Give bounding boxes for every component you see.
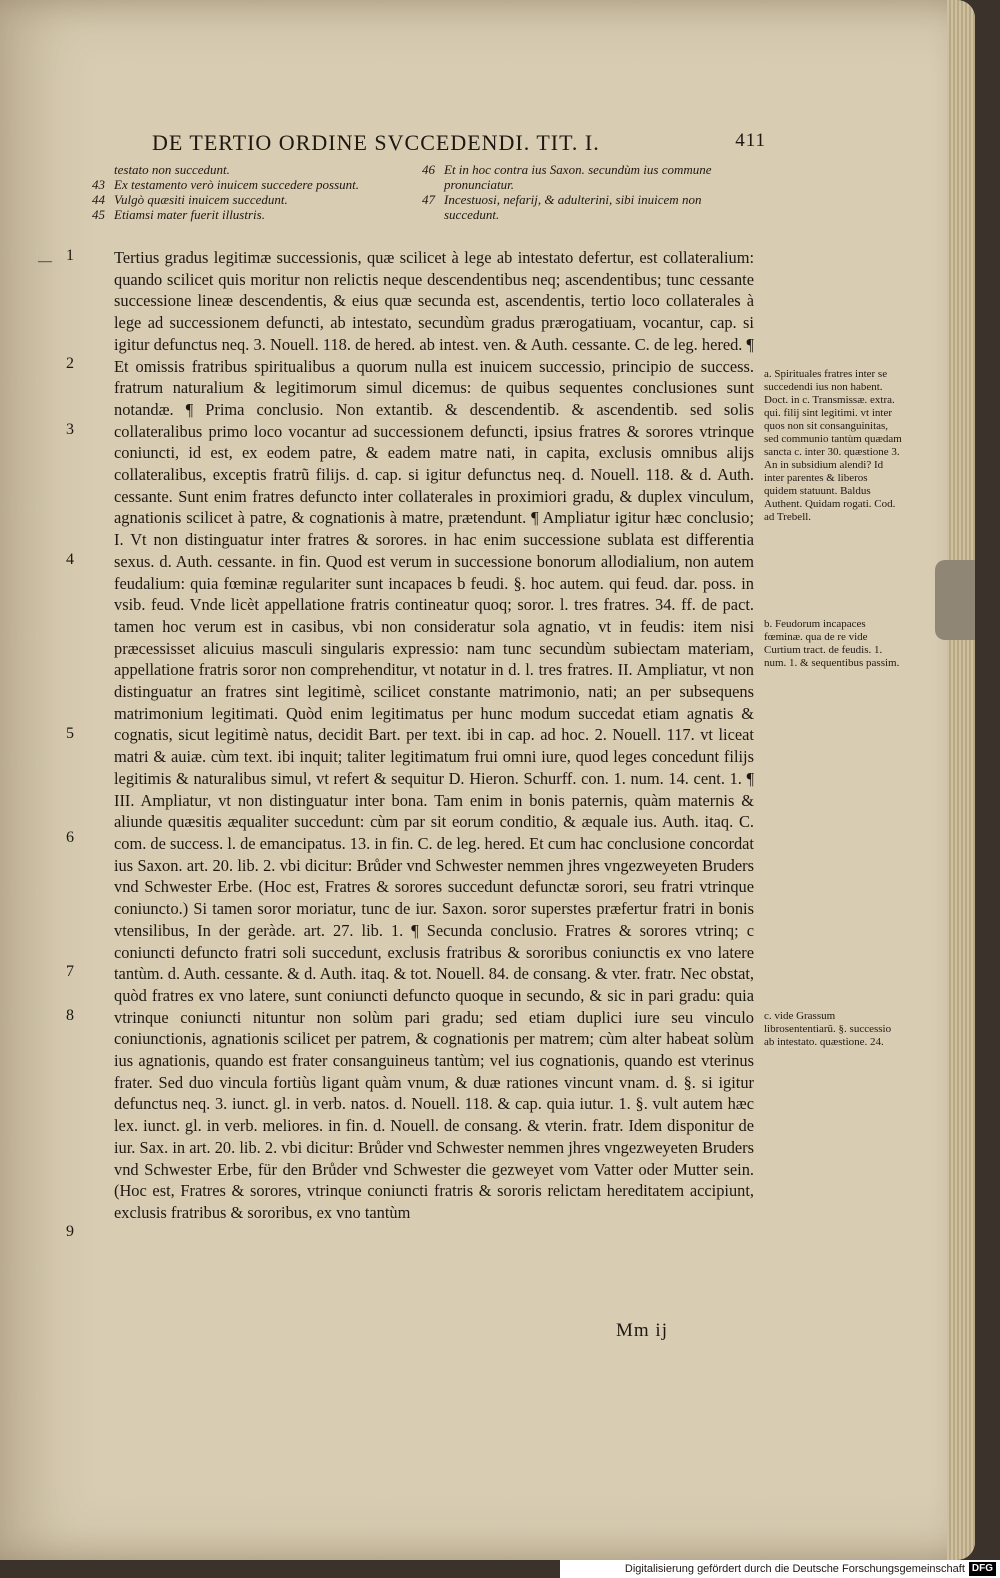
summary-number: 44 [92,192,105,207]
summary-text: Ex testamento verò inuicem succedere possunt. [114,177,360,192]
summary-text: testato non succedunt. [114,162,230,177]
margin-mark: — [38,254,52,269]
side-note: b. Feudorum incapaces fœminæ. qua de re vide Curtium tract. de feudis. 1. num. 1. & sequentibus passim. [764,618,900,669]
summary-text: Vulgò quæsiti inuicem succedunt. [114,192,288,207]
margin-number: 6 [66,829,74,846]
side-note: a. Spirituales fratres inter se succedendi ius non habent. Doct. in c. Transmissæ. extra. qui. filij sint legitimi. vt inter quos non sit consanguinitas, sed communio tantùm quædam sancta c. inter 30. quæstione 3. An in subsidium alendi? Id inter parentes & liberos quidem statuunt. Baldus Authent. Quidam rogati. Cod. ad Trebell. [764,368,902,523]
margin-number: 8 [66,1007,74,1024]
digitization-footer [560,1560,1000,1578]
summary-left-column [92,162,422,222]
running-header [152,130,766,156]
margin-number: 5 [66,725,74,742]
summary-row [422,177,752,192]
page-number: 411 [735,130,766,151]
summary-right-column [422,162,752,222]
margin-number: 4 [66,551,74,568]
summary-text: Etiamsi mater fuerit illustris. [114,207,265,222]
summary-row [422,207,752,222]
side-note: c. vide Grassum librosententiarũ. §. successio ab intestato. quæstione. 24. [764,1010,892,1048]
summary-text: pronunciatur. [444,177,514,192]
summary-text: Et in hoc contra ius Saxon. secundùm ius commune [444,162,712,177]
summary-row [92,207,422,222]
summary-row [92,192,422,207]
summary-text: Incestuosi, nefarij, & adulterini, sibi inuicem non [444,192,702,207]
summary-row [92,162,422,177]
margin-number: 9 [66,1223,74,1240]
summary-number: 43 [92,177,105,192]
summary-row [92,177,422,192]
margin-number: 2 [66,355,74,372]
header-title: DE TERTIO ORDINE SVCCEDENDI. TIT. I. [152,130,600,155]
summary-number: 46 [422,162,435,177]
summary-row [422,162,752,177]
signature-mark: Mm ij [616,1320,668,1341]
summary-number: 47 [422,192,435,207]
body-paragraph: Tertius gradus legitimæ successionis, quæ scilicet à lege ab intestato defertur, est collateralium: quando scilicet quis moritur non relictis neque descendentibus neq; ascendentibus; tunc cessante successione lineæ descendentis, & eius quæ secunda est, ascendentis, tertio loco collaterales à lege ad successionem defuncti, ab intestato, secundùm gradus prærogatiuam, vocantur, cap. si igitur defunctus neq. 3. Nouell. 118. de hered. ab intest. ven. & Auth. cessante. C. de leg. hered. ¶ Et omissis fratribus spiritualibus a quorum nulla est inuicem successio, principio de success. fratrum naturalium & legitimorum simul dicemus: de quibus sequentes conclusiones sunt notandæ. ¶ Prima conclusio. Non extantib. & descendentib. & ascendentib. sed solis collateralibus primo loco vocantur ad successionem defuncti, ipsius fratres & sorores vtrinque coniuncti, id est, ex eodem patre, & eadem matre nati, in capita, exclusis omnibus alijs collateralibus, exceptis fratrũ filijs. d. cap. si igitur defunctus neq. d. Nouell. 118. & d. Auth. cessante. Sunt enim fratres defuncto inter collaterales in proximiori gradu, & duplex vinculum, agnationis scilicet à patre, & cognationis à matre, prætendunt. ¶ Ampliatur igitur hæc conclusio; I. Vt non distinguatur inter fratres & sorores. in hac enim successione sublata est differentia sexus. d. Auth. cessante. in fin. Quod est verum in successione bonorum allodialium, non autem feudalium: quia fœminæ regulariter sunt incapaces b feudi. §. hoc autem. qui feud. dar. poss. in vsib. feud. Vnde licèt appellatione fratris contineatur quoq; soror. l. tres fratres. 34. ff. de pact. tamen hoc verum est in casibus, vbi non consideratur sola agnatio, vt in feudis: item nisi præcessisset alicuius masculi singularis expressio: nam tunc secundùm subiectam materiam, appellatione fratris soror non comprehenditur, vt notatur in d. l. tres fratres. II. Ampliatur, vt non distinguatur an fratres sint legitimè, scilicet constante matrimonio, nati; an per subsequens matrimonium legitimati. Quòd enim legitimatus per hunc modum succedat etiam agnatis & cognatis, sicut legitimè natus, decidit Bart. per text. ibi in cap. ad hoc. 2. Nouell. 117. vt liceat matri & auiæ. cùm text. ibi inquit; taliter legitimatum frui omni iure, quod leges concedunt filijs legitimis & naturalibus simul, vt refert & sequitur D. Hieron. Schurff. con. 1. num. 14. cent. 1. ¶ III. Ampliatur, vt non distinguatur inter bona. Tam enim in bonis paternis, quàm maternis & aliunde quæsitis æqualiter succedunt: cùm par sit eorum conditio, & æquale ius. Auth. itaq. C. com. de success. l. de emancipatus. 13. in fin. C. de leg. hered. Et cum hac conclusione concordat ius Saxon. art. 20. lib. 2. vbi dicitur: Brůder vnd Schwester nemmen jhres vngezweyeten Bruders vnd Schwester Erbe. (Hoc est, Fratres & sorores succedunt defunctæ sorori, seu fratri vtrinque coniuncto.) Si tamen soror moriatur, tunc de iur. Saxon. soror superstes præfertur fratri in bonis vtensilibus, In der geràde. art. 27. lib. 1. ¶ Secunda conclusio. Fratres & sorores vtrinq; c coniuncti defuncto fratri soli succedunt, exclusis fratribus & sororibus coniunctis ex vno latere tantùm. d. Auth. cessante. & d. Auth. itaq. & tot. Nouell. 84. de consang. & vter. fratr. Nec obstat, quòd fratres ex vno latere, sunt coniuncti defuncto quoque in secundo, & sic in pari gradu: quia vtrinque coniuncti nituntur non solùm pari gradu; sed etiam duplici iure seu vinculo coniunctionis, agnationis scilicet per patrem, & cognationis per matrem; cùm alter habeat solùm ius agnationis, quando est frater consanguineus tantùm; vel ius cognationis, quando est vterinus frater. Sed duo vincula fortiùs ligant quàm vnum, & duæ rationes vincunt vnam. d. §. si igitur defunctus neq. 3. iunct. gl. in verb. natos. d. Nouell. 118. & cap. quia iutur. 1. §. vult autem hæc lex. iunct. gl. in verb. meliores. in fin. d. Nouell. de consang. & vterin. fratr. Idem disponitur de iur. Sax. in art. 20. lib. 2. vbi dicitur: Brůder vnd Schwester nemmen jhres vngezweyeten Bruders vnd Schwester Erbe, für den Brůder vnd Schwester die gezweyet vom Vatter oder Mutter sein. (Hoc est, Fratres & sorores, vtrinque coniuncti fratris & sororis relictam hereditatem accipiunt, exclusis fratribus & sororibus, ex vno tantùm [114,248,754,1222]
summary-row [422,192,752,207]
margin-number: 1 [66,247,74,264]
main-text [114,247,754,1224]
page-tab [935,560,975,640]
footer-text: Digitalisierung gefördert durch die Deutsche Forschungsgemeinschaft [624,1563,965,1575]
summary-text: succedunt. [444,207,500,222]
summary-number: 45 [92,207,105,222]
page-edge [947,0,975,1560]
dfg-logo: DFG [969,1562,996,1576]
margin-number: 3 [66,421,74,438]
margin-number: 7 [66,963,74,980]
